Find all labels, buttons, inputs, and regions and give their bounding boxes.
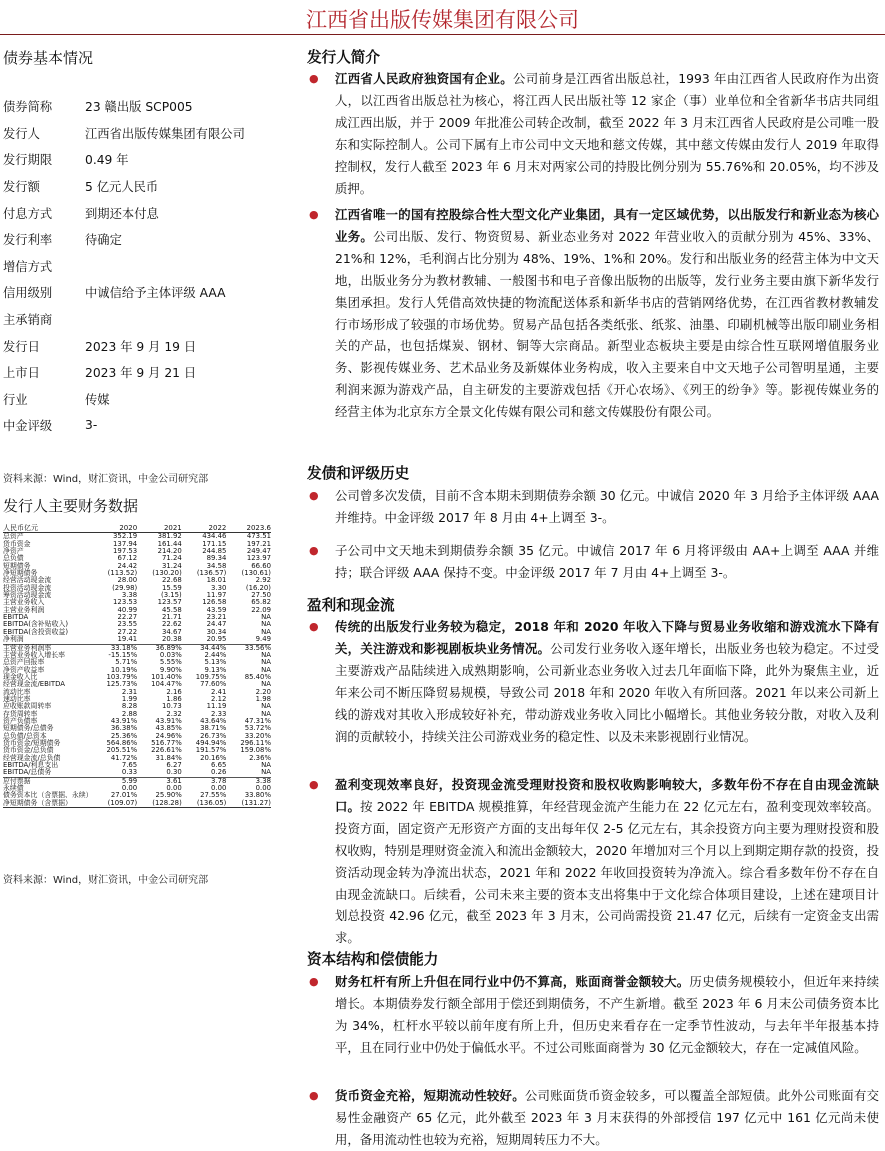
fin-cell: 214.20: [157, 547, 182, 556]
fin-cell: 5.99: [93, 777, 138, 785]
fin-row: [3, 681, 271, 688]
fin-cell: 20.16%: [200, 753, 227, 762]
fin-cell: 434.46: [202, 532, 227, 541]
profit-bullet-2: ● 盈利变现效率良好，投资现金流受理财投资和股权收购影响较大，多数年份不存在自由现金流缺口。按 2022 年 EBITDA 规模推算，年经营现金流产生能力在 22 亿元左右，盈利变现效率较高。投资方面，固定资产无形资产方面的支出每年仅 2-5 亿元左右，其余投资方向主要为理财投资和股权收购，特别是理财资金流入和流出金额较大，2020 年增加对三个月以上到期定期存款的投资，投资活动现金转为净流出状态，2021 年和 2022 年收回投资转为净流入。综合看多数年份不存在自由现金流缺口。后续看，公司未来主要的资本支出将集中于文化综合体项目建设，上述在建项目计划总投资 42.96 亿元，截至 2023 年 3 月末，公司尚需投资 21.47 亿元，后续有一定资金支出需求。: [307, 774, 879, 949]
fin-cell: (136.57): [196, 569, 227, 578]
bond-field-label: 发行人: [3, 126, 40, 141]
bond-field-label: 行业: [3, 392, 28, 407]
fin-row-label: 筹资活动现金流: [3, 591, 52, 600]
fin-cell: (3.15): [161, 591, 182, 600]
bond-field-value: 传媒: [85, 392, 110, 407]
fin-cell: 3.61: [137, 777, 182, 785]
fin-row-label: EBITDA(含投资收益): [3, 627, 69, 636]
fin-cell: 36.89%: [137, 644, 182, 652]
fin-cell: 5.71%: [115, 658, 138, 667]
fin-cell: 9.49: [255, 635, 271, 644]
fin-row: [3, 533, 271, 541]
bullet-icon: ●: [309, 1089, 319, 1102]
fin-cell: (128.28): [137, 800, 182, 808]
fin-cell: 2.92: [255, 576, 271, 585]
fin-cell: 473.51: [246, 532, 271, 541]
fin-cell: 3.38: [121, 591, 138, 600]
fin-row-label: 短期债务/总债务: [3, 724, 54, 733]
bond-row: [3, 226, 288, 253]
fin-cell: 101.40%: [151, 672, 182, 681]
bond-field-value: 2023 年 9 月 19 日: [85, 339, 197, 354]
page-title: 江西省出版传媒集团有限公司: [306, 8, 579, 32]
fin-cell: 226.61%: [151, 746, 182, 755]
fin-cell: 1.98: [255, 694, 271, 703]
fin-cell: 7.65: [121, 761, 138, 769]
bond-field-value: 23 赣出版 SCP005: [85, 100, 193, 115]
fin-cell: 249.47: [246, 547, 271, 556]
source-note-bond: 资料来源：Wind，财汇资讯，中金公司研究部: [3, 474, 209, 485]
fin-cell: (136.05): [182, 800, 227, 808]
fin-cell: 0.26: [211, 768, 227, 777]
fin-cell: 6.27: [166, 761, 182, 769]
fin-header-cell: 2021: [137, 525, 182, 533]
fin-cell: 161.44: [157, 539, 182, 548]
fin-row-label: 货币资金: [3, 539, 31, 548]
bond-field-value: 5 亿元人民币: [85, 180, 159, 195]
fin-row-label: 短期债务: [3, 561, 31, 570]
bond-field-value: 2023 年 9 月 21 日: [85, 366, 197, 381]
bond-row: [3, 146, 288, 173]
fin-cell: 27.22: [117, 627, 138, 636]
fin-cell: 24.42: [117, 561, 138, 570]
fin-row-label: 债务资本比（含票据、永续）: [3, 791, 93, 800]
fin-cell: NA: [261, 613, 271, 622]
fin-cell: 197.53: [113, 547, 138, 556]
fin-cell: NA: [261, 665, 271, 674]
fin-cell: 0.00: [166, 784, 182, 793]
fin-header-row: [3, 525, 271, 533]
fin-cell: 31.84%: [155, 753, 182, 762]
fin-row-label: 货币资金/短期债务: [3, 738, 61, 747]
fin-row-label: 资产负债率: [3, 716, 38, 725]
fin-header-cell: 2020: [93, 525, 138, 533]
fin-cell: 43.85%: [155, 724, 182, 733]
title-divider: [0, 34, 885, 35]
fin-cell: 33.18%: [93, 644, 138, 652]
fin-cell: 24.47: [206, 620, 227, 629]
bond-field-value: 到期还本付息: [85, 206, 159, 221]
fin-cell: 34.44%: [182, 644, 227, 652]
fin-cell: 31.24: [162, 561, 182, 570]
fin-cell: 53.72%: [244, 724, 271, 733]
fin-cell: 43.64%: [200, 716, 227, 725]
fin-cell: 33.20%: [244, 731, 271, 740]
fin-cell: NA: [261, 709, 271, 718]
fin-cell: 43.91%: [155, 716, 182, 725]
fin-cell: 123.97: [246, 554, 271, 563]
fin-cell: 65.82: [251, 598, 271, 607]
fin-cell: NA: [261, 761, 271, 769]
fin-row: [3, 629, 271, 636]
fin-cell: 10.19%: [110, 665, 138, 674]
rating-history-heading: 发债和评级历史: [307, 465, 410, 482]
fin-cell: 22.62: [162, 620, 182, 629]
fin-row-label: 主营业务利润率: [3, 644, 93, 652]
fin-row-label: 主营业务收入: [3, 598, 45, 607]
fin-cell: 20.95: [206, 635, 227, 644]
fin-row: [3, 555, 271, 562]
fin-row: [3, 689, 271, 696]
fin-cell: NA: [261, 658, 271, 667]
fin-row-label: EBITDA: [3, 613, 29, 622]
fin-cell: 66.60: [251, 561, 271, 570]
bond-field-value: 0.49 年: [85, 153, 129, 168]
fin-row-label: EBITDA/利息支出: [3, 761, 59, 769]
issuer-bullet-1: ● 江西省人民政府独资国有企业。公司前身是江西省出版总社，1993 年由江西省人民政府作为出资人，以江西省出版总社为核心，将江西人民出版社等 12 家企（事）业单位和全省新华书店共同组成江西出版，并于 2009 年批准公司转企改制，截至 2022 年 3 月末江西省人民政府是公司唯一股东和实际控制人。公司下属有上市公司中文天地和慈文传媒，其中慈文传媒由发行人 2019 年取得控制权，发行人截至 2023 年 6 月末对两家公司的持股比例分别为 55.76%和 20.05%，均不涉及质押。: [307, 68, 879, 199]
fin-cell: 25.90%: [155, 791, 182, 800]
fin-row-label: 货币资金/总负债: [3, 746, 54, 755]
fin-row-label: 经营现金流/总负债: [3, 753, 61, 762]
fin-cell: 123.57: [157, 598, 182, 607]
fin-row-label: 现金收入比: [3, 672, 38, 681]
fin-cell: (131.27): [226, 800, 271, 808]
fin-cell: NA: [261, 768, 271, 777]
fin-header-cell: 人民币亿元: [3, 525, 93, 533]
fin-row: [3, 607, 271, 614]
bond-row: [3, 253, 288, 280]
fin-cell: (29.98): [112, 583, 138, 592]
fin-row-label: EBITDA/总债务: [3, 768, 52, 777]
fin-cell: 103.79%: [106, 672, 138, 681]
fin-cell: 10.73: [162, 702, 182, 711]
fin-cell: 564.86%: [106, 738, 138, 747]
bond-field-label: 发行利率: [3, 233, 53, 248]
fin-cell: 34.67: [162, 627, 182, 636]
bond-row: [3, 279, 288, 306]
rating-bullet-1: ● 公司曾多次发债，目前不含本期未到期债券余额 30 亿元。中诚信 2020 年 3 月给予主体评级 AAA 并维持。中金评级 2017 年 8 月由 4+上调至 3-。: [307, 485, 879, 529]
bond-field-label: 发行期限: [3, 153, 53, 168]
profit-bullet-1: ● 传统的出版发行业务较为稳定，2018 年和 2020 年收入下降与贸易业务收缩和游戏流水下降有关，关注游戏和影视剧板块业务情况。公司发行业务收入逐年增长，出版业务也较为稳定。不过受主要游戏产品陆续进入成熟期影响，公司新业态业务收入过去几年面临下降，此外为聚焦主业，近年来公司不断压降贸易规模，导致公司 2018 年和 2020 年收入有所回落。2021 年以来公司新上线的游戏对其收入形成较好补充，带动游戏业务收入同比小幅增长。其他业务较分散，对收入及利润的贡献较小，持续关注公司游戏业务的稳定性、以及未来影视剧行业情况。: [307, 616, 879, 747]
bond-field-label: 发行额: [3, 180, 40, 195]
fin-cell: 27.55%: [200, 791, 227, 800]
capital-structure-heading: 资本结构和偿债能力: [307, 951, 439, 968]
fin-cell: 205.51%: [106, 746, 138, 755]
fin-cell: 23.55: [117, 620, 138, 629]
fin-cell: 19.41: [117, 635, 138, 644]
fin-row-label: 总资产回报率: [3, 658, 45, 667]
bullet-icon: ●: [309, 544, 319, 557]
fin-cell: 30.34: [206, 627, 227, 636]
fin-row: [3, 769, 271, 777]
fin-row-label: 净短期债务: [3, 569, 38, 578]
fin-cell: 9.13%: [204, 665, 227, 674]
bond-row: [3, 412, 288, 439]
fin-cell: 109.75%: [195, 672, 227, 681]
financial-data-heading: 发行人主要财务数据: [3, 497, 139, 515]
fin-cell: 2.88: [121, 709, 138, 718]
bond-field-label: 付息方式: [3, 206, 53, 221]
bond-basic-table: [3, 93, 288, 439]
fin-row: [3, 563, 271, 570]
fin-cell: 28.00: [117, 576, 138, 585]
fin-cell: 3.30: [211, 583, 227, 592]
rating-bullet-2: ● 子公司中文天地未到期债券余额 35 亿元。中诚信 2017 年 6 月将评级由 AA+上调至 AAA 并维持；联合评级 AAA 保持不变。中金评级 2017 年 7 月由 4+上调至 3-。: [307, 540, 879, 584]
fin-cell: 25.36%: [110, 731, 138, 740]
fin-cell: 18.01: [206, 576, 227, 585]
bond-field-value: [85, 253, 288, 280]
fin-cell: 33.56%: [226, 644, 271, 652]
bond-field-value: 江西省出版传媒集团有限公司: [85, 126, 245, 141]
fin-row-label: 总负债/总资本: [3, 731, 47, 740]
fin-cell: 3.38: [226, 777, 271, 785]
fin-cell: 71.24: [162, 554, 182, 563]
fin-row-label: 经营活动现金流: [3, 576, 52, 585]
fin-cell: 197.21: [246, 539, 271, 548]
fin-cell: 33.80%: [244, 791, 271, 800]
fin-cell: 0.00: [121, 784, 138, 793]
capital-bullet-1: ● 财务杠杆有所上升但在同行业中仍不算高，账面商誉金额较大。历史债务规模较小，但近年来持续增长。本期债券发行额全部用于偿还到期债务，不产生新增。截至 2023 年 6 月末公司债务资本比为 34%，杠杆水平较以前年度有所上升，但历史来看存在一定季节性波动，与去年半年报基本持平，且在同行业中仍处于偏低水平。不过公司账面商誉为 30 亿元金额较大，存在一定减值风险。: [307, 971, 879, 1059]
fin-cell: 27.01%: [110, 791, 138, 800]
fin-cell: 2.36%: [249, 753, 271, 762]
fin-row: [3, 800, 271, 808]
profit-cashflow-heading: 盈利和现金流: [307, 597, 395, 614]
bond-field-label: 债券简称: [3, 100, 53, 115]
fin-cell: 77.60%: [200, 680, 227, 689]
issuer-profile-heading: 发行人简介: [307, 49, 380, 66]
fin-cell: (16.20): [245, 583, 271, 592]
fin-cell: (130.61): [241, 569, 271, 578]
bond-row: [3, 332, 288, 359]
fin-row-label: EBITDA(含补贴收入): [3, 620, 69, 629]
fin-row-label: 投资活动现金流: [3, 583, 52, 592]
fin-row-label: 净短期债务（含票据）: [3, 800, 93, 808]
fin-cell: 3.78: [182, 777, 227, 785]
fin-cell: 2.41: [211, 687, 227, 696]
fin-cell: NA: [261, 680, 271, 689]
fin-cell: 0.30: [166, 768, 182, 777]
fin-header-cell: 2022: [182, 525, 227, 533]
fin-cell: 244.85: [202, 547, 227, 556]
fin-cell: 23.21: [206, 613, 227, 622]
fin-cell: 123.53: [113, 598, 138, 607]
fin-cell: (130.20): [152, 569, 182, 578]
fin-cell: 2.44%: [204, 650, 227, 659]
financial-data-table: [3, 525, 271, 808]
fin-cell: 125.73%: [106, 680, 138, 689]
fin-cell: 171.15: [202, 539, 227, 548]
fin-row: [3, 541, 271, 548]
fin-cell: 5.55%: [159, 658, 182, 667]
bond-field-label: 增信方式: [3, 259, 53, 274]
fin-cell: 11.97: [206, 591, 227, 600]
fin-cell: 2.20: [255, 687, 271, 696]
bond-field-label: 发行日: [3, 339, 40, 354]
fin-cell: 26.73%: [200, 731, 227, 740]
fin-cell: (109.07): [93, 800, 138, 808]
fin-row: [3, 636, 271, 644]
bullet-icon: ●: [309, 620, 319, 633]
bond-field-value: [85, 306, 288, 333]
fin-cell: 89.34: [206, 554, 227, 563]
fin-cell: 137.94: [113, 539, 138, 548]
fin-row: [3, 667, 271, 674]
fin-cell: 191.57%: [195, 746, 227, 755]
issuer-bullet-2: ● 江西省唯一的国有控股综合性大型文化产业集团，具有一定区域优势，以出版发行和新业态为核心业务。公司出版、发行、物资贸易、新业态业务对 2022 年营业收入的贡献分别为 45%、33%、21%和 12%，毛利润占比分别为 48%、19%、1%和 20%。发行和出版业务的经营主体为中文天地，出版业务分为教材教辅、一般图书和电子音像出版物的出版等，发行业务主要由旗下新华发行集团承担。发行人凭借高效快捷的物流配送体系和新华书店的营销网络优势，在江西省教材教辅发行市场形成了较强的市场优势。贸易产品包括各类纸张、纸浆、油墨、印刷机械等出版印刷业务相关的产品，也包括煤炭、钢材、铜等大宗商品。新型业态板块主要是由综合性互联网增值服务业务、影视传媒业务、艺术品业务及新媒体业务构成，收入主要来自中文天地子公司智明星通，主要利润来源为游戏产品，自主研发的主要游戏包括《开心农场》、《列王的纷争》等。影视传媒业务的经营主体为北京东方全景文化传媒有限公司和慈文传媒股份有限公司。: [307, 204, 879, 423]
fin-cell: 6.65: [211, 761, 227, 769]
fin-cell: 43.91%: [110, 716, 138, 725]
bond-row: [3, 120, 288, 147]
fin-cell: NA: [261, 620, 271, 629]
fin-row: [3, 703, 271, 710]
bullet-icon: ●: [309, 975, 319, 988]
fin-row: [3, 711, 271, 718]
fin-cell: 21.71: [162, 613, 182, 622]
bond-row: [3, 173, 288, 200]
fin-cell: 2.32: [166, 709, 182, 718]
fin-cell: 1.86: [166, 694, 182, 703]
fin-row-label: 主营业务利润: [3, 605, 45, 614]
capital-bullet-2: ● 货币资金充裕，短期流动性较好。公司账面货币资金较多，可以覆盖全部短债。此外公司账面有交易性金融资产 65 亿元，此外截至 2023 年 3 月末获得的外部授信 197 亿元中 161 亿元尚未使用，备用流动性也较为充裕，短期周转压力不大。: [307, 1085, 879, 1151]
fin-cell: 34.58: [206, 561, 227, 570]
bond-field-label: 中金评级: [3, 419, 53, 434]
fin-row-label: 经营现金流/EBITDA: [3, 680, 65, 689]
source-note-financial: 资料来源：Wind，财汇资讯，中金公司研究部: [3, 875, 209, 886]
fin-cell: 22.68: [162, 576, 182, 585]
fin-cell: -15.15%: [108, 650, 138, 659]
fin-cell: 2.31: [121, 687, 138, 696]
fin-row-label: 净资产: [3, 547, 24, 556]
bullet-icon: ●: [309, 72, 319, 85]
fin-cell: 494.94%: [195, 738, 227, 747]
fin-cell: 126.58: [202, 598, 227, 607]
fin-row-label: 永续债: [3, 784, 24, 793]
fin-cell: NA: [261, 650, 271, 659]
fin-cell: 38.71%: [200, 724, 227, 733]
fin-cell: 8.28: [121, 702, 138, 711]
fin-row: [3, 548, 271, 555]
fin-cell: 296.11%: [240, 738, 271, 747]
fin-cell: 0.00: [211, 784, 227, 793]
fin-row-label: 应付票据: [3, 777, 93, 785]
fin-cell: 5.13%: [204, 658, 227, 667]
fin-cell: 47.31%: [244, 716, 271, 725]
fin-cell: 2.12: [211, 694, 227, 703]
bond-field-label: 上市日: [3, 366, 40, 381]
fin-row-label: 应收账款周转率: [3, 702, 52, 711]
fin-row-label: 净资产收益率: [3, 665, 45, 674]
fin-row-label: 主营业务收入增长率: [3, 650, 66, 659]
fin-cell: 22.09: [251, 605, 271, 614]
bond-row: [3, 359, 288, 386]
fin-cell: 67.12: [117, 554, 138, 563]
fin-cell: 40.99: [117, 605, 138, 614]
fin-cell: 22.27: [117, 613, 138, 622]
fin-row-label: 净利润: [3, 635, 24, 644]
bond-field-label: 信用级别: [3, 286, 53, 301]
bond-field-value: 待确定: [85, 233, 122, 248]
fin-cell: 45.58: [162, 605, 182, 614]
bullet-icon: ●: [309, 489, 319, 502]
bond-row: [3, 306, 288, 333]
bond-basic-heading: 债券基本情况: [3, 49, 94, 67]
fin-cell: 0.03%: [159, 650, 182, 659]
bond-field-label: 主承销商: [3, 313, 53, 328]
fin-cell: NA: [261, 702, 271, 711]
fin-cell: 159.08%: [240, 746, 271, 755]
fin-row-label: 流动比率: [3, 687, 31, 696]
fin-row: [3, 777, 271, 785]
fin-header-cell: 2023.6: [226, 525, 271, 533]
fin-cell: 0.00: [255, 784, 271, 793]
fin-cell: (113.52): [107, 569, 138, 578]
fin-cell: 27.50: [251, 591, 271, 600]
fin-cell: 0.33: [121, 768, 138, 777]
fin-cell: 41.72%: [110, 753, 138, 762]
fin-row-label: 存货周转率: [3, 709, 38, 718]
fin-cell: 2.16: [166, 687, 182, 696]
fin-cell: 1.99: [121, 694, 138, 703]
fin-cell: 104.47%: [151, 680, 182, 689]
fin-row-label: 速动比率: [3, 694, 31, 703]
bond-row: [3, 93, 288, 120]
bond-row: [3, 386, 288, 413]
fin-cell: 381.92: [157, 532, 182, 541]
fin-row-label: 总资产: [3, 532, 24, 541]
bullet-icon: ●: [309, 208, 319, 221]
fin-cell: 43.59: [206, 605, 227, 614]
bond-row: [3, 199, 288, 226]
fin-cell: 516.77%: [151, 738, 182, 747]
bullet-icon: ●: [309, 778, 319, 791]
fin-cell: 24.96%: [155, 731, 182, 740]
bond-field-value: 中诚信给予主体评级 AAA: [85, 286, 226, 301]
bond-field-value: 3-: [85, 418, 98, 433]
fin-cell: NA: [261, 627, 271, 636]
fin-cell: 11.19: [206, 702, 227, 711]
fin-cell: 36.38%: [110, 724, 138, 733]
fin-row-label: 总负债: [3, 554, 24, 563]
fin-cell: 9.90%: [159, 665, 182, 674]
fin-cell: 20.38: [162, 635, 182, 644]
fin-cell: 15.59: [162, 583, 182, 592]
fin-cell: 352.19: [113, 532, 138, 541]
fin-cell: 85.40%: [244, 672, 271, 681]
fin-cell: 2.33: [211, 709, 227, 718]
